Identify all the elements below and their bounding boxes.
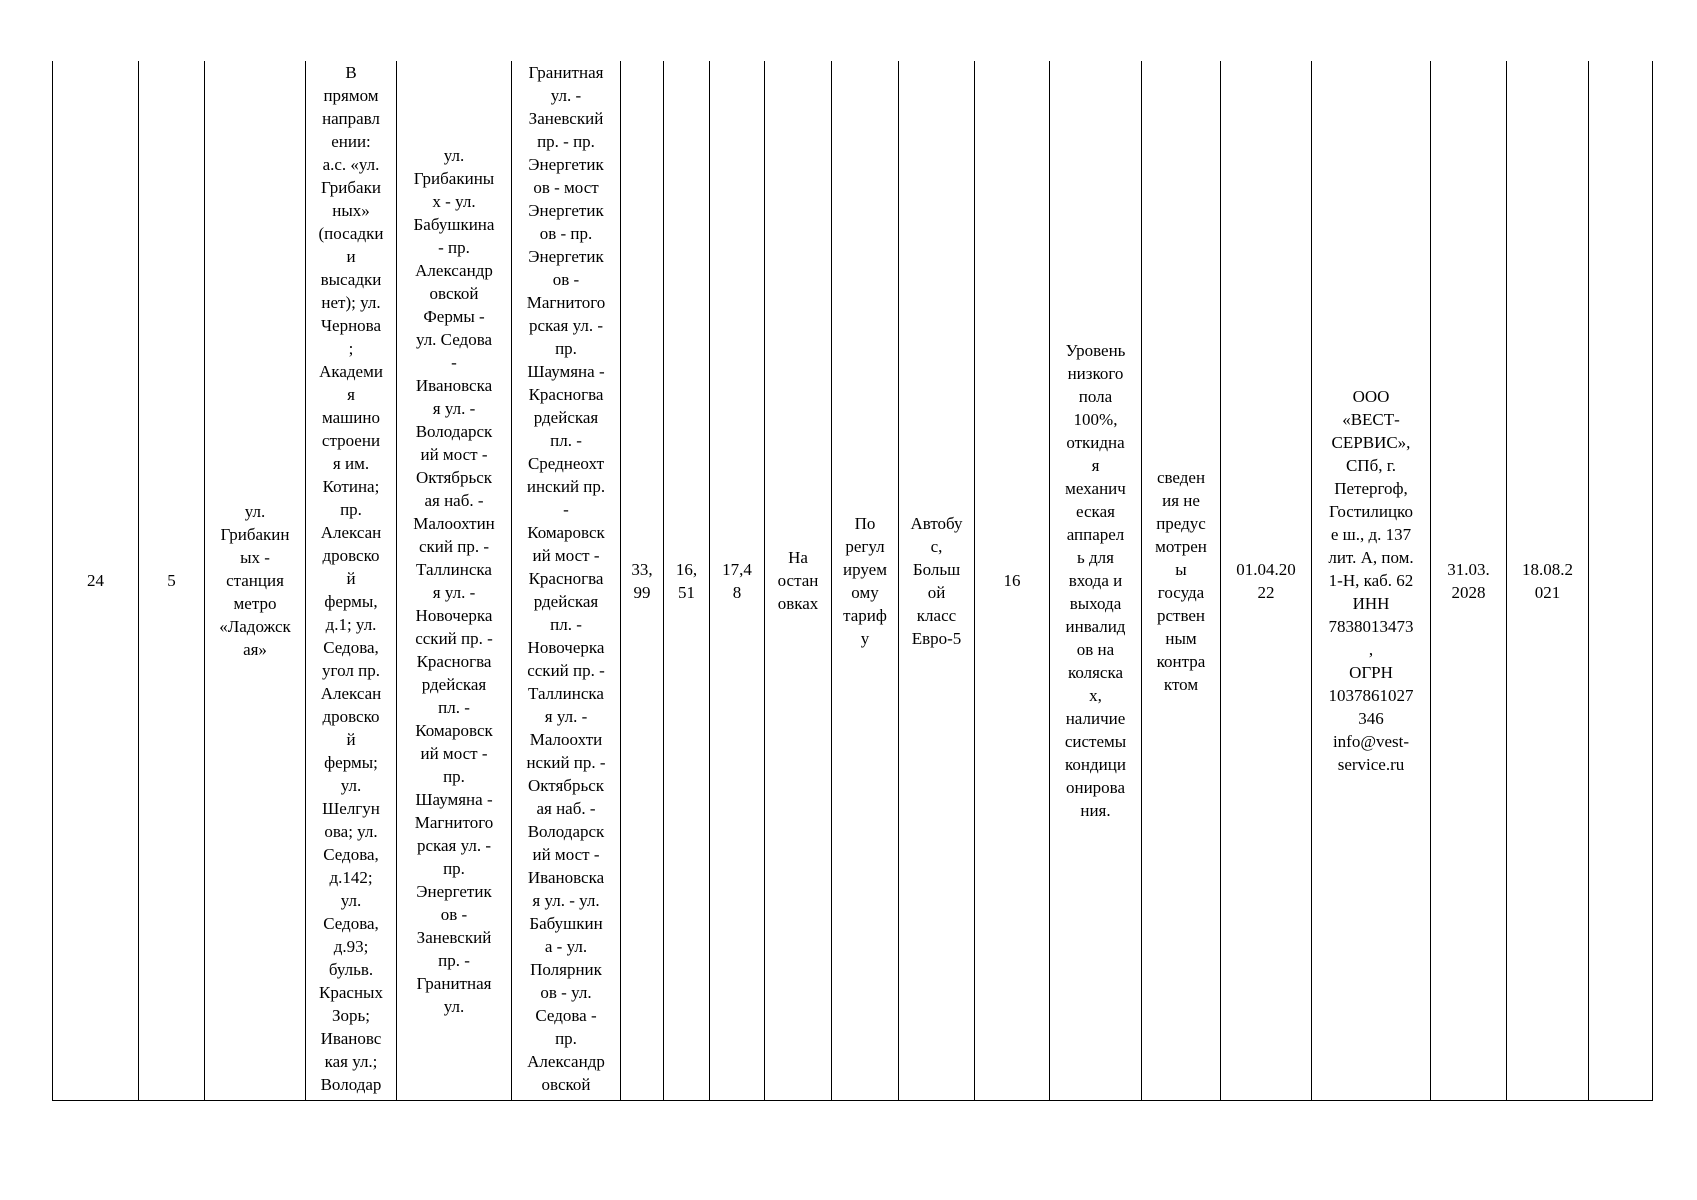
table-row	[53, 61, 1653, 1101]
route-number-cell: 5	[139, 61, 205, 1101]
empty-cell	[1589, 61, 1653, 1101]
reverse-streets-cell: Гранитная ул. - Заневский пр. - пр. Энергетик ов - мост Энергетик ов - пр. Энергетик ов - Магнитого рская ул. - пр. Шаумяна - Красногва рдейская пл. - Среднеохт инский пр. - Комаровск ий мост - Красногва рдейская пл. - Новочерка сский пр. - Таллинска я ул. - Малоохти нский пр. - Октябрьск ая наб. - Володарск ий мост - Ивановска я ул. - ул. Бабушкин а - ул. Полярник ов - ул. Седова - пр. Александр овской	[512, 61, 621, 1101]
route-length-cell: 33, 99	[621, 61, 664, 1101]
registration-number-cell: 24	[53, 61, 139, 1101]
schedule-info-cell: сведен ия не предус мотрен ы госуда рствен ным контра ктом	[1142, 61, 1221, 1101]
forward-length-cell: 16, 51	[664, 61, 710, 1101]
route-name-cell: ул. Грибакин ых - станция метро «Ладожск ая»	[205, 61, 306, 1101]
forward-streets-cell: ул. Грибакины х - ул. Бабушкина - пр. Александр овской Фермы - ул. Седова - Ивановска я ул. - Володарск ий мост - Октябрьск ая наб. - Малоохтин ский пр. - Таллинска я ул. - Новочерка сский пр. - Красногва рдейская пл. - Комаровск ий мост - пр. Шаумяна - Магнитого рская ул. - пр. Энергетик ов - Заневский пр. - Гранитная ул.	[397, 61, 512, 1101]
start-date-cell: 01.04.20 22	[1221, 61, 1312, 1101]
tariff-type-cell: По регул ируем ому тариф у	[832, 61, 899, 1101]
vehicle-characteristics-cell: Уровень низкого пола 100%, откидна я механич еская аппарел ь для входа и выхода инвалид ов на коляска х, наличие системы кондици онирова ния.	[1050, 61, 1142, 1101]
vehicle-type-cell: Автобу с, Больш ой класс Евро-5	[899, 61, 975, 1101]
reverse-length-cell: 17,4 8	[710, 61, 765, 1101]
boarding-procedure-cell: На остан овках	[765, 61, 832, 1101]
stops-list-cell: В прямом направл ении: а.с. «ул. Грибаки ных» (посадки и высадки нет); ул. Чернова ; Академи я машино строени я им. Котина; пр. Алексан дровско й фермы, д.1; ул. Седова, угол пр. Алексан дровско й фермы; ул. Шелгун ова; ул. Седова, д.142; ул. Седова, д.93; бульв. Красных Зорь; Ивановс кая ул.; Володар	[306, 61, 397, 1101]
issue-date-cell: 18.08.2 021	[1507, 61, 1589, 1101]
carrier-registry-table	[52, 61, 1653, 1101]
vehicle-count-cell: 16	[975, 61, 1050, 1101]
end-date-cell: 31.03. 2028	[1431, 61, 1507, 1101]
carrier-info-cell: ООО «ВЕСТ- СЕРВИС», СПб, г. Петергоф, Гостилицко е ш., д. 137 лит. А, пом. 1-Н, каб. 62 ИНН 7838013473 , ОГРН 1037861027 346 info@vest- service.ru	[1312, 61, 1431, 1101]
